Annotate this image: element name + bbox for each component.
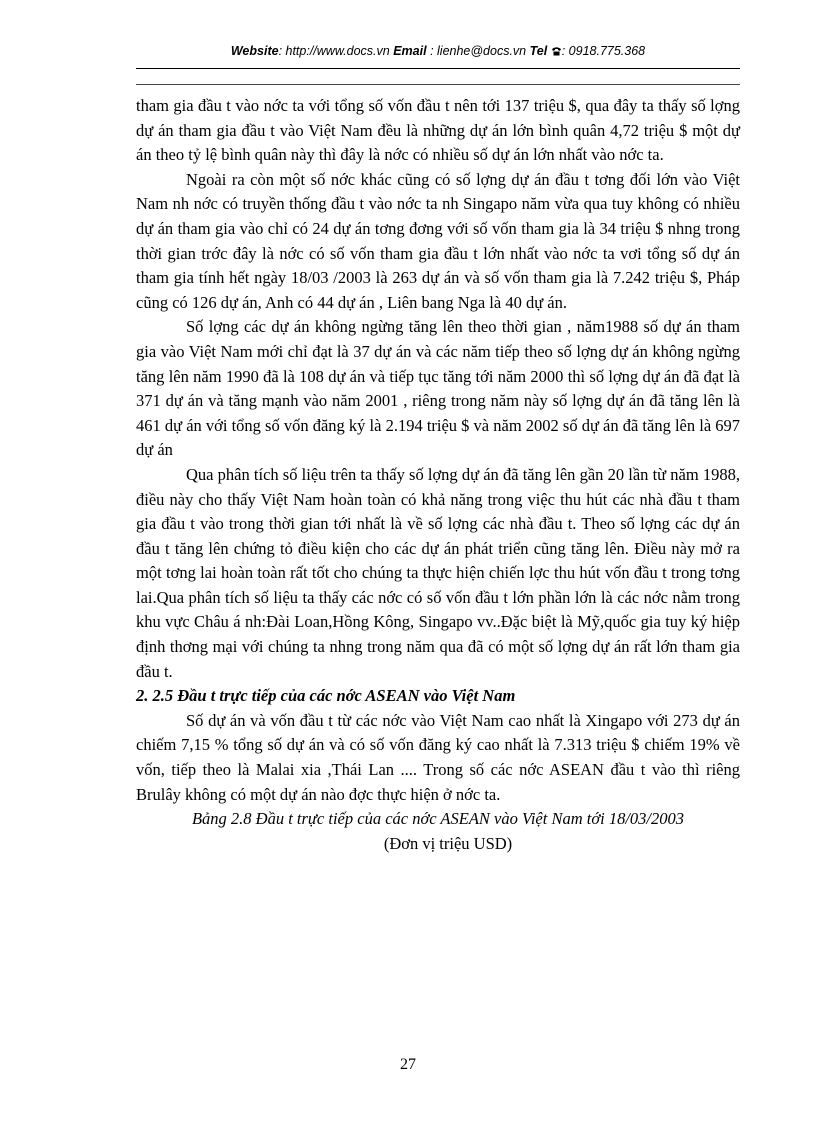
paragraph-1: tham gia đầu t vào nớc ta với tổng số vốn đầu t nên tới 137 triệu $, qua đây ta thấy số lợng dự án tham gia đầu t vào Việt Nam đều là những dự án lớn bình quân 4,72 triệu $ một dự án theo tỷ lệ bình quân này thì đây là nớc có nhiều số dự án lớn nhất vào nớc ta. [136,96,740,165]
tel-label: Tel [529,44,548,58]
website-label: Website [230,44,279,58]
paragraph-3: Số lợng các dự án không ngừng tăng lên theo thời gian , năm1988 số dự án tham gia vào Việt Nam mới chỉ đạt là 37 dự án và các năm tiếp theo số lợng dự án không ngừng tăng lên năm 1990 đã là 108 dự án và tiếp tục tăng tới năm 2000 thì số lợng dự án đã đạt là 371 dự án và tăng mạnh vào năm 2001 , riêng trong năm này số lợng dự án đã tăng lên là 461 dự án với tổng số vốn đăng ký là 2.194 triệu $ và năm 2002 số dự án đã tăng lên là 697 dự án [136,317,741,460]
paragraph-5: Số dự án và vốn đầu t từ các nớc vào Việt Nam cao nhất là Xingapo với 273 dự án chiếm 7,15 % tổng số dự án và có số vốn đăng ký cao nhất là 7.313 triệu $ chiếm 19% về vốn, tiếp theo là Malai xia ,Thái Lan .... Trong số các nớc ASEAN đầu t vào thì riêng Brulây không có một dự án nào đợc thực hiện ở nớc ta. [136,710,740,804]
header-rule-bottom [136,84,740,85]
website-url[interactable]: : http://www.docs.vn [278,44,390,58]
unit-label: (Đơn vị triệu USD) [383,833,513,853]
email-label: Email [393,44,427,58]
email-address[interactable]: : lienhe@docs.vn [430,44,527,58]
header-rule-top [136,68,740,69]
phone-icon [551,44,562,58]
document-body [136,94,740,856]
page-header [136,44,740,58]
paragraph-4: Qua phân tích số liệu trên ta thấy số lợng dự án đã tăng lên gần 20 lần từ năm 1988, điều này cho thấy Việt Nam hoàn toàn có khả năng trong việc thu hút các nhà đầu t tham gia đầu t vào trong thời gian tới nhất là về số lợng các nhà đầu t. Theo số lợng các dự án đầu t tăng lên chứng tỏ điều kiện cho các dự án phát triển cũng tăng lên. Điều này mở ra một tơng lai hoàn toàn rất tốt cho chúng ta thực hiện chiến lợc thu hút vốn đầu t trong tơng lai.Qua phân tích số liệu ta thấy các nớc có số vốn đầu t lớn phần lớn là các nớc nằm trong khu vực Châu á nh:Đài Loan,Hồng Kông, Singapo vv..Đặc biệt là Mỹ,quốc gia tuy ký hiệp định thơng mại với chúng ta nhng trong năm qua đã có một số lợng dự án rất lớn tham gia đầu t. [136,464,740,681]
section-heading: 2. 2.5 Đầu t trực tiếp của các nớc ASEAN vào Việt Nam [136,686,516,706]
tel-number: : 0918.775.368 [561,44,646,58]
page-number: 27 [400,1056,416,1073]
paragraph-2: Ngoài ra còn một số nớc khác cũng có số lợng dự án đầu t tơng đối lớn vào Việt Nam nh nớc có truyền thống đầu t vào nớc ta nh Singapo năm vừa qua tuy không có nhiều dự án tham gia vào chỉ có 24 dự án tơng đơng với số vốn tham gia là 34 triệu $ nhng trong thời gian trớc đây là nớc có số vốn tham gia đầu t lớn nhất vào nớc ta vơi tổng số dự án tham gia tính hết ngày 18/03 /2003 là 263 dự án và số vốn tham gia là 7.242 triệu $, Pháp cũng có 126 dự án, Anh có 44 dự án , Liên bang Nga là 40 dự án. [136,169,740,312]
table-caption: Bảng 2.8 Đầu t trực tiếp của các nớc ASEAN vào Việt Nam tới 18/03/2003 [191,809,685,829]
